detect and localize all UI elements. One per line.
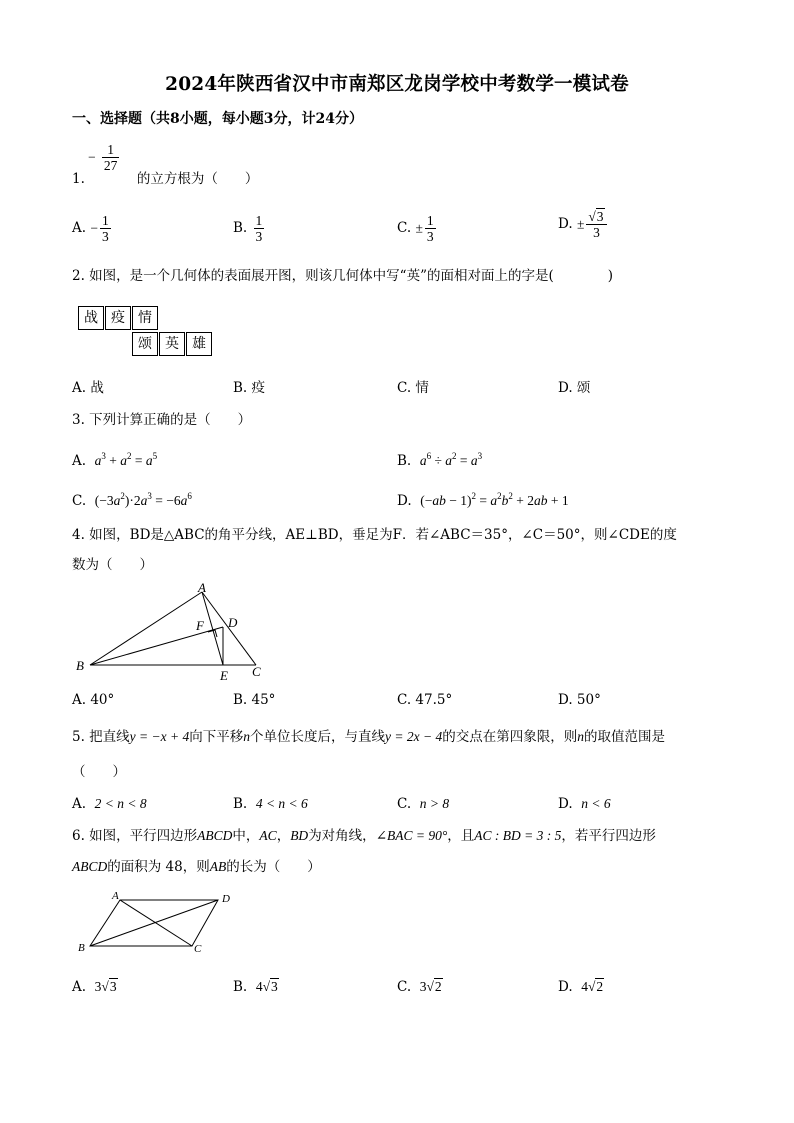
q3-option-d[interactable]: D. $(-ab - 1)^2 = a^2b^2 + 2ab + 1$ bbox=[397, 491, 569, 509]
section-heading: 一、选择题（共8小题，每小题3分，计24分） bbox=[72, 111, 363, 127]
q6-option-d[interactable]: D. 4√2 bbox=[558, 979, 604, 995]
q5-option-b[interactable]: B. 4 < n < 6 bbox=[233, 796, 308, 812]
q1-stem: 1. 的立方根为（ ） bbox=[72, 171, 259, 187]
q4-stem-line2: 数为（ ） bbox=[72, 557, 153, 573]
q3-stem: 3. 下列计算正确的是（ ） bbox=[72, 412, 252, 428]
label-b: B bbox=[78, 942, 85, 954]
q4-option-d[interactable]: D. 50° bbox=[558, 692, 601, 708]
q2-option-a[interactable]: A. 战 bbox=[72, 380, 104, 396]
q5-stem-line2: （ ） bbox=[72, 764, 126, 780]
q4-triangle-figure bbox=[70, 580, 270, 685]
label-a: A bbox=[198, 580, 206, 595]
q5-option-d[interactable]: D. n < 6 bbox=[558, 796, 611, 812]
net-cell-1: 战 bbox=[78, 306, 104, 330]
label-f: F bbox=[196, 618, 204, 633]
q5-option-c[interactable]: C. n > 8 bbox=[397, 796, 450, 812]
label-e: E bbox=[220, 668, 228, 683]
label-d: D bbox=[222, 893, 230, 905]
q1-option-a[interactable]: A. − $\frac{1}{3}$ bbox=[72, 213, 109, 244]
q3-option-c[interactable]: C. $(-3a^2)\cdot 2a^3 = -6a^6$ bbox=[72, 491, 192, 509]
q6-option-c[interactable]: C. 3√2 bbox=[397, 979, 442, 995]
q2-option-b[interactable]: B. 疫 bbox=[233, 380, 266, 396]
net-cell-4: 颂 bbox=[132, 332, 158, 356]
net-cell-3: 情 bbox=[132, 306, 158, 330]
q1-option-c[interactable]: C. ± $\frac{1}{3}$ bbox=[397, 213, 434, 244]
q6-stem-line1: 6. 如图，平行四边形ABCD中，AC，BD为对角线，∠BAC = 90°，且AC : BD = 3 : 5，若平行四边形 bbox=[72, 828, 656, 844]
q2-net-figure bbox=[78, 306, 213, 358]
label-c: C bbox=[252, 664, 261, 679]
q2-option-c[interactable]: C. 情 bbox=[397, 380, 429, 396]
q1-option-b[interactable]: B. $\frac{1}{3}$ bbox=[233, 213, 263, 244]
q1-option-d[interactable]: D. ± $\frac{√3}{3}$ bbox=[558, 209, 609, 240]
q6-option-a[interactable]: A. 3√3 bbox=[72, 979, 117, 995]
net-cell-2: 疫 bbox=[105, 306, 131, 330]
page-title: 2024年陕西省汉中市南郑区龙岗学校中考数学一模试卷 bbox=[165, 74, 629, 95]
label-c: C bbox=[194, 943, 202, 955]
q5-option-a[interactable]: A. 2 < n < 8 bbox=[72, 796, 147, 812]
q1-fraction: − $\frac{1}{27}$ bbox=[88, 142, 118, 173]
q4-stem-line1: 4. 如图，BD是△ABC的角平分线，AE⊥BD，垂足为F．若∠ABC＝35°，∠C＝50°，则∠CDE的度 bbox=[72, 527, 677, 543]
q4-option-b[interactable]: B. 45° bbox=[233, 692, 276, 708]
q2-stem: 2. 如图，是一个几何体的表面展开图，则该几何体中写“英”的面相对面上的字是( ) bbox=[72, 268, 614, 284]
net-cell-5: 英 bbox=[159, 332, 185, 356]
q6-option-b[interactable]: B. 4√3 bbox=[233, 979, 278, 995]
q6-parallelogram-figure bbox=[72, 888, 242, 956]
label-b: B bbox=[76, 658, 84, 673]
q4-option-a[interactable]: A. 40° bbox=[72, 692, 115, 708]
q4-option-c[interactable]: C. 47.5° bbox=[397, 692, 453, 708]
label-a: A bbox=[112, 890, 119, 902]
q5-stem-line1: 5. 把直线y = −x + 4向下平移n个单位长度后，与直线y = 2x − 4的交点在第四象限，则n的取值范围是 bbox=[72, 729, 665, 745]
q6-stem-line2: ABCD的面积为 48，则AB的长为（ ） bbox=[72, 859, 321, 875]
net-cell-6: 雄 bbox=[186, 332, 212, 356]
q2-option-d[interactable]: D. 颂 bbox=[558, 380, 591, 396]
q3-option-a[interactable]: A. $a^3 + a^2 = a^5$ bbox=[72, 451, 158, 469]
label-d: D bbox=[228, 615, 238, 630]
q3-option-b[interactable]: B. $a^6 \div a^2 = a^3$ bbox=[397, 451, 483, 469]
